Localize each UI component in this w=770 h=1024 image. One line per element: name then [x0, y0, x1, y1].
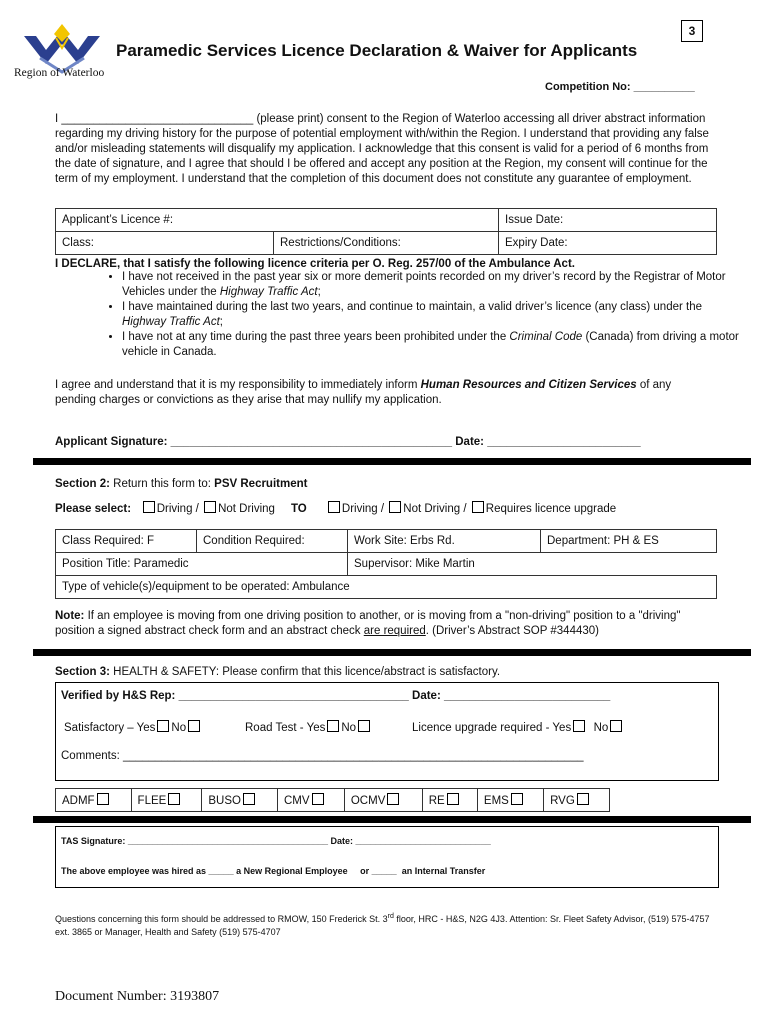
- page-number: 3: [681, 20, 703, 42]
- section3-heading: Section 3: HEALTH & SAFETY: Please confirm that this licence/abstract is satisfactory.: [55, 666, 501, 678]
- section-divider: [33, 458, 751, 465]
- code-buso[interactable]: BUSO: [202, 789, 278, 812]
- licence-number-field[interactable]: Applicant’s Licence #:: [56, 209, 499, 232]
- code-re[interactable]: RE: [422, 789, 477, 812]
- supervisor: Supervisor: Mike Martin: [348, 553, 717, 576]
- codes-table: [55, 788, 610, 812]
- hired-as-line[interactable]: The above employee was hired as _____ a New Regional Employee or _____ an Internal Transfer: [61, 866, 486, 876]
- upgrade-checkbox[interactable]: [472, 501, 484, 513]
- code-rvg[interactable]: RVG: [544, 789, 610, 812]
- satisfactory-yes-checkbox[interactable]: [157, 720, 169, 732]
- code-admf[interactable]: ADMF: [56, 789, 132, 812]
- section-divider: [33, 649, 751, 656]
- agreement-paragraph: I agree and understand that it is my responsibility to immediately inform Human Resources and Citizen Services of any pending charges or convictions as they arise that may nullify my application.: [55, 379, 672, 406]
- declaration-heading: I DECLARE, that I satisfy the following licence criteria per O. Reg. 257/00 of the Ambulance Act.: [55, 258, 575, 270]
- department: Department: PH & ES: [541, 530, 717, 553]
- satisfactory-no-checkbox[interactable]: [188, 720, 200, 732]
- declaration-list: [100, 270, 742, 360]
- road-test-no-checkbox[interactable]: [358, 720, 370, 732]
- document-number: Document Number: 3193807: [55, 989, 220, 1004]
- driving-to-checkbox[interactable]: [328, 501, 340, 513]
- restrictions-field[interactable]: Restrictions/Conditions:: [274, 232, 499, 255]
- driving-selection: Please select: Driving / Not Driving TO Driving / Not Driving / Requires licence upgrade: [55, 503, 617, 515]
- work-site: Work Site: Erbs Rd.: [348, 530, 541, 553]
- section-divider: [33, 816, 751, 823]
- upgrade-yes-checkbox[interactable]: [573, 720, 585, 732]
- competition-number[interactable]: Competition No: __________: [545, 81, 695, 93]
- consent-paragraph: I ______________________________ (please print) consent to the Region of Waterloo accessing all driver abstract information regarding my driving history for the purpose of potential employment with/within the Region. I understand that providing any false and/or misleading statements will disqualify my application. I acknowledge that this consent is valid for a period of 6 months from the date of signature, and I agree that should I be offered and accept any position at the Region, my consent will continue for the term of my employment. I understand that the completion of this document does not constitute any guarantee of employment.: [55, 113, 709, 185]
- satisfactory-options: Satisfactory – Yes No: [64, 720, 202, 734]
- licence-table: [55, 208, 717, 255]
- class-field[interactable]: Class:: [56, 232, 274, 255]
- issue-date-field[interactable]: Issue Date:: [499, 209, 717, 232]
- not-driving-to-checkbox[interactable]: [389, 501, 401, 513]
- position-title: Position Title: Paramedic: [56, 553, 348, 576]
- expiry-date-field[interactable]: Expiry Date:: [499, 232, 717, 255]
- page-title: Paramedic Services Licence Declaration & Waiver for Applicants: [116, 41, 638, 60]
- hs-verified-line[interactable]: Verified by H&S Rep: ____________________________________ Date: __________________________: [61, 690, 611, 702]
- declaration-item: • I have not received in the past year six or more demerit points recorded on my driver’s record by the Registrar of Motor Vehicles under the Highway Traffic Act;: [122, 270, 742, 300]
- declaration-item: • I have not at any time during the past three years been prohibited under the Criminal Code (Canada) from driving a motor vehicle in Canada.: [122, 330, 742, 360]
- road-test-options: Road Test - Yes No: [245, 720, 372, 734]
- code-ocmv[interactable]: OCMV: [344, 789, 422, 812]
- road-test-yes-checkbox[interactable]: [327, 720, 339, 732]
- section2-heading: Section 2: Return this form to: PSV Recruitment: [55, 478, 308, 490]
- code-cmv[interactable]: CMV: [277, 789, 344, 812]
- comments-line[interactable]: Comments: ________________________________________________________________________: [61, 750, 584, 762]
- upgrade-no-checkbox[interactable]: [610, 720, 622, 732]
- tas-signature-line[interactable]: TAS Signature: ________________________________________ Date: ___________________________: [61, 836, 491, 846]
- note-paragraph: Note: If an employee is moving from one driving position to another, or is moving from a "non-driving" position to a "driving" position a signed abstract check form and an abstract check are required. (Driver’s Abstract SOP #344430): [55, 610, 681, 637]
- class-required: Class Required: F: [56, 530, 197, 553]
- driving-checkbox[interactable]: [143, 501, 155, 513]
- contact-footer: Questions concerning this form should be addressed to RMOW, 150 Frederick St. 3rd floor, HRC - H&S, N2G 4J3. Attention: Sr. Fleet Safety Advisor, (519) 575-4757 ext. 3865 or Manager, Health and Safety (519) 575-4707: [55, 913, 710, 937]
- not-driving-checkbox[interactable]: [204, 501, 216, 513]
- condition-required: Condition Required:: [197, 530, 348, 553]
- applicant-signature-line[interactable]: Applicant Signature: ____________________________________________ Date: ________________________: [55, 436, 641, 448]
- declaration-item: • I have maintained during the last two years, and continue to maintain, a valid driver’s licence (any class) under the Highway Traffic Act;: [122, 300, 742, 330]
- code-ems[interactable]: EMS: [477, 789, 543, 812]
- upgrade-options: Licence upgrade required - Yes No: [412, 720, 624, 734]
- code-flee[interactable]: FLEE: [131, 789, 202, 812]
- vehicle-type: Type of vehicle(s)/equipment to be operated: Ambulance: [56, 576, 717, 599]
- logo-text: Region of Waterloo: [14, 67, 105, 79]
- position-table: [55, 529, 717, 599]
